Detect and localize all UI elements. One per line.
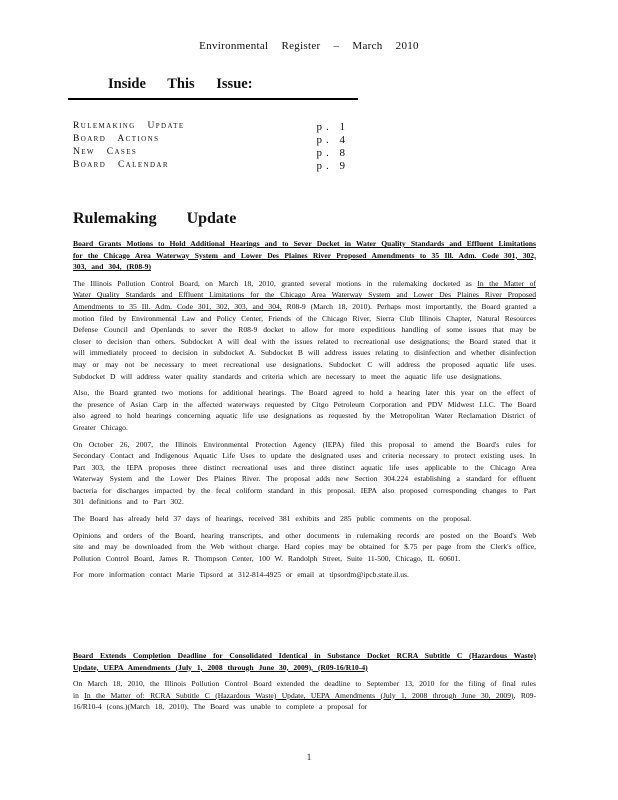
article-1-paragraph: The Board has already held 37 days of hearings, received 381 exhibits and 285 public comments on the proposal. [73,514,472,524]
toc-item-page: p. 4 [316,134,349,146]
article-1-paragraph: On October 26, 2007, the Illinois Environmental Protection Agency (IEPA) filed this proposal to amend the Board's rules for Secondary Contact and Indigenous Aquatic Life Uses to update the designated uses and criteria necessary to protect existing uses. In Part 303, the IEPA proposes three distinct recreational uses and three distinct aquatic life uses applicable to the Chicago Area Waterway System and the Lower Des Plaines River. The proposal adds new Section 304.224 establishing a standard for effluent bacteria for discharges impacted by the fecal coliform standard in this proposal. IEPA also proposed corresponding changes to Part 301 definitions and to Part 302. [73,439,536,507]
table-of-contents [73,121,349,173]
article-2-heading: Board Extends Completion Deadline for Consolidated Identical in Substance Docket RCRA Subtitle C (Hazardous Waste) Update, UEPA Amendments (July 1, 2008 through June 30, 2009), (R09-16/R10-4) [73,651,536,672]
toc-item[interactable] [73,160,349,173]
toc-item-label[interactable]: Board Calendar [73,160,169,170]
article-2-paragraph: On March 18, 2010, the Illinois Pollution Control Board extended the deadline to September 13, 2010 for the filing of final rules in In the Matter of: RCRA Subtitle C (Hazardous Waste) Update, UEPA Amendments (July 1, 2008 through June 30, 2009), R09-16/R10-4 (cons.)(March 18, 2010). The Board was unable to complete a proposal for [73,679,537,712]
article-1-heading: Board Grants Motions to Hold Additional Hearings and to Sever Docket in Water Quality Standards and Effluent Limitations for the Chicago Area Waterway System and Lower Des Plaines River Proposed Amendments to 35 Ill. Adm. Code 301, 302, 303, and 304, (R08-9) [73,239,536,272]
toc-item-page: p. 1 [316,121,349,133]
inside-this-issue-title: Inside This Issue: [108,76,253,92]
toc-item-page: p. 8 [316,147,349,159]
article-2 [73,650,536,718]
section-title: Rulemaking Update [73,210,237,227]
toc-item-label[interactable]: Rulemaking Update [73,121,185,131]
case-number: (R09-16/R10-4) [317,662,368,672]
page-number: 1 [306,752,312,762]
toc-item[interactable] [73,134,349,147]
article-1-paragraph: The Illinois Pollution Control Board, on March 18, 2010, granted several motions in the rulemaking docketed as In the Matter of Water Quality Standards and Effluent Limitations for the Chicago Area Waterway System and Lower Des Plaines River Proposed Amendments to 35 Ill. Adm. Code 301, 302, 303, and 304, R08-9 (March 18, 2010). Perhaps most importantly, the Board granted a motion filed by Environmental Law and Policy Center, Friends of the Chicago River, Sierra Club Illinois Chapter, Natural Resources Defense Council and Openlands to sever the R08-9 docket to allow for more expeditious handling of some issues that may be closer to decision than others. Subdocket A will deal with the issues related to recreational use designations; the Board stated that it will immediately proceed to decision in subdocket A. Subdocket B will address issues relating to disinfection and whether disinfection may or may not be necessary to meet recreational use designations. Subdocket C will address the proposed aquatic life uses. Subdocket D will address water quality standards and criteria which are necessary to meet the aquatic life use designations. [73,278,537,381]
toc-item-page: p. 9 [316,160,349,172]
article-1-paragraph: Also, the Board granted two motions for additional hearings. The Board agreed to hold a hearing later this year on the effect of the presence of Asian Carp in the affected waterways requested by Citgo Petroleum Corporation and PDV Midwest LLC. The Board also agreed to hold hearings concerning aquatic life use designations as requested by the Metropolitan Water Reclamation District of Greater Chicago. [73,388,536,432]
toc-item-label[interactable]: New Cases [73,147,138,157]
toc-item[interactable] [73,121,349,134]
case-caption: In the Matter of: RCRA Subtitle C (Hazardous Waste) Update, UEPA Amendments (July 1, 2008 through June 30, 2009) [84,690,514,700]
contact-line: For more information contact Marie Tipsord at 312-814-4925 or email at tipsordm@ipcb.state.il.us. [73,570,409,580]
inside-this-issue-rule [68,98,358,100]
article-1-paragraph: Opinions and orders of the Board, hearing transcripts, and other documents in rulemaking records are posted on the Board's Web site and may be downloaded from the Web without charge. Hard copies may be obtained for $.75 per page from the Clerk's office, Pollution Control Board, James R. Thompson Center, 100 W. Randolph Street, Suite 11-500, Chicago, IL 60601. [73,530,536,563]
toc-item-label[interactable]: Board Actions [73,134,160,144]
toc-item[interactable] [73,147,349,160]
article-1 [73,238,536,586]
case-number: (R08-9) [126,262,151,272]
running-head: Environmental Register – March 2010 [199,40,419,52]
case-caption: In the Matter of Water Quality Standards and Effluent Limitations for the Chicago Area Waterway System and Lower Des Plaines River Proposed Amendments to 35 Ill. Adm. Code 301, 302, 303, and 304, [73,278,536,311]
